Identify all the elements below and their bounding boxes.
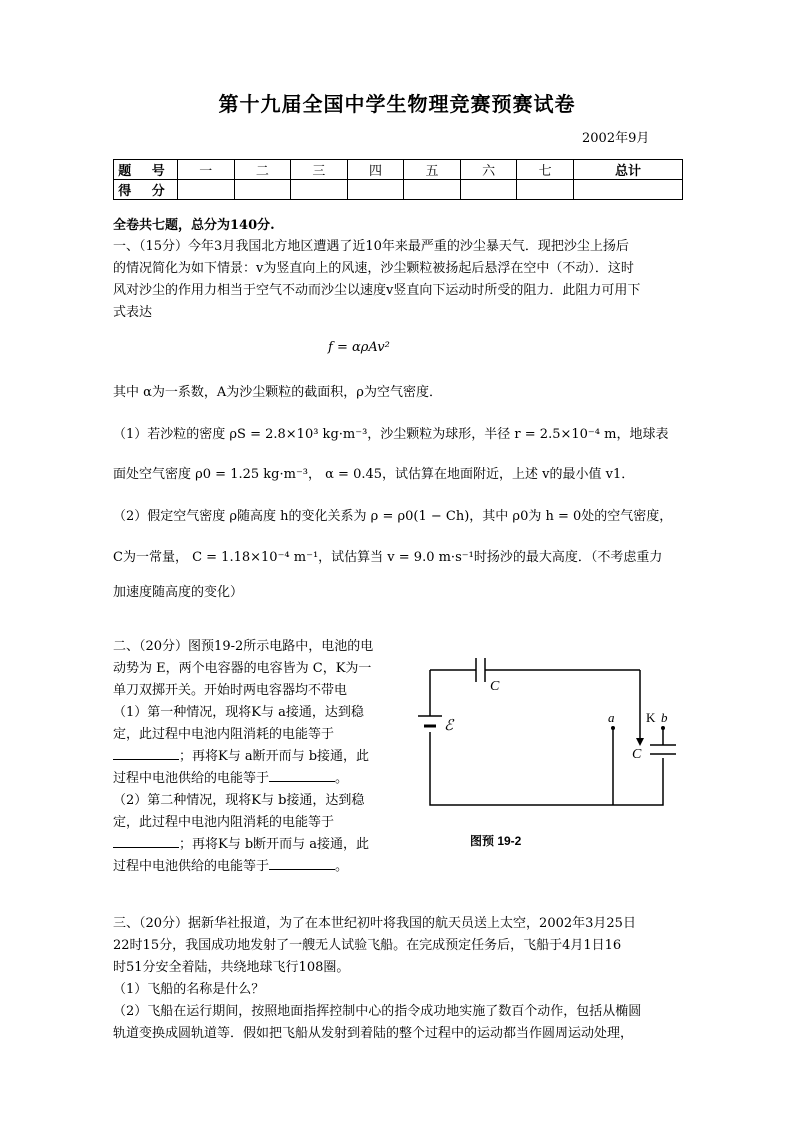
table-header-cell: 总计 [573,160,682,180]
switch-label: K [646,710,656,725]
table-header-cell: 七 [517,160,574,180]
q1-line: 其中 α为一系数，A为沙尘颗粒的截面积，ρ为空气密度． [113,385,442,400]
exam-date: 2002年9月 [582,131,650,146]
table-header-cell: 五 [404,160,461,180]
q1-line: 风对沙尘的作用力相当于空气不动而沙尘以速度v竖直向下运动时所受的阻力．此阻力可用下 [113,283,641,298]
q1-formula: f = αρAv² [328,340,390,355]
q1-part1-line: 面处空气密度 ρ0 = 1.25 kg·m⁻³， α = 0.45，试估算在地面附近，上述 v的最小值 v1． [113,467,635,482]
table-row [114,180,683,200]
q1-part2-line: 加速度随高度的变化） [113,585,244,600]
terminal-a-label: a [608,710,615,725]
q1-line: 式表达 [113,305,153,320]
circuit-figure [410,650,690,855]
answer-blank[interactable] [269,769,335,782]
score-cell [347,180,404,200]
table-header-cell: 二 [234,160,291,180]
score-cell [178,180,235,200]
table-header-cell: 六 [460,160,517,180]
q2-line: ；再将K与 a断开而与 b接通，此 [113,746,403,768]
figure-caption: 图预 19-2 [470,834,522,848]
q1-part1-line: （1）若沙粒的密度 ρS = 2.8×10³ kg·m⁻³，沙尘颗粒为球形，半径 r = 2.5×10⁻⁴ m，地球表 [113,427,669,442]
table-header-cell: 三 [291,160,348,180]
q1-part2-line: （2）假定空气密度 ρ随高度 h的变化关系为 ρ = ρ0(1 − Ch)，其中 ρ0为 h = 0处的空气密度， [113,509,673,524]
q2-line: 过程中电池供给的电能等于 。 [113,771,349,786]
q2-line: （1）第一种情况，现将K与 a接通，达到稳 [113,705,364,720]
score-cell [573,180,682,200]
q3-line: 时51分安全着陆，共绕地球飞行108圈。 [113,960,350,975]
q3-line: 三、（20分）据新华社报道，为了在本世纪初叶将我国的航天员送上太空，2002年3月25日 [113,916,636,931]
q2-line: 单刀双掷开关。开始时两电容器均不带电 [113,683,348,698]
score-cell [404,180,461,200]
score-cell [460,180,517,200]
capacitor-label-top: C [490,679,500,694]
capacitor-label-right: C [632,747,642,762]
q2-line: ；再将K与 b断开而与 a接通，此 [113,834,403,856]
q3-line: （2）飞船在运行期间，按照地面指挥控制中心的指令成功地实施了数百个动作，包括从椭圆 [113,1004,642,1019]
q3-line: （1）飞船的名称是什么？ [113,982,265,997]
q3-line: 22时15分，我国成功地发射了一艘无人试验飞船。在完成预定任务后，飞船于4月1日16 [113,938,622,953]
table-header-cell: 题 号 [114,160,178,180]
q2-line: 定，此过程中电池内阻消耗的电能等于 [113,727,335,742]
answer-blank[interactable] [113,835,179,848]
q1-line: 的情况简化为如下情景：v为竖直向上的风速，沙尘颗粒被扬起后悬浮在空中（不动）．这时 [113,261,634,276]
answer-blank[interactable] [269,857,335,870]
q2-text [113,636,403,878]
q2-line: 定，此过程中电池内阻消耗的电能等于 [113,815,335,830]
emf-label: ℰ [444,718,454,734]
score-cell [234,180,291,200]
q3-line: 轨道变换成圆轨道等．假如把飞船从发射到着陆的整个过程中的运动都当作圆周运动处理， [113,1026,634,1041]
q2-line: 过程中电池供给的电能等于 。 [113,859,349,874]
terminal-b-label: b [661,710,668,725]
table-header-cell: 一 [178,160,235,180]
score-cell [517,180,574,200]
q1-part2-line: C为一常量， C = 1.18×10⁻⁴ m⁻¹，试估算当 v = 9.0 m·s⁻¹时扬沙的最大高度．（不考虑重力 [113,550,663,565]
table-row [114,160,683,180]
q2-line: 二、（20分）图预19-2所示电路中，电池的电 [113,639,374,654]
score-cell [291,180,348,200]
q1-line: 一、（15分）今年3月我国北方地区遭遇了近10年来最严重的沙尘暴天气．现把沙尘上扬后 [113,239,629,254]
q2-line: 动势为 E，两个电容器的电容皆为 C，K为一 [113,661,372,676]
score-table [113,159,683,200]
table-row-label: 得 分 [114,180,178,200]
answer-blank[interactable] [113,747,179,760]
page-title: 第十九届全国中学生物理竞赛预赛试卷 [218,92,576,116]
q2-line: （2）第二种情况，现将K与 b接通，达到稳 [113,793,365,808]
table-header-cell: 四 [347,160,404,180]
exam-intro: 全卷共七题，总分为140分. [113,218,275,233]
